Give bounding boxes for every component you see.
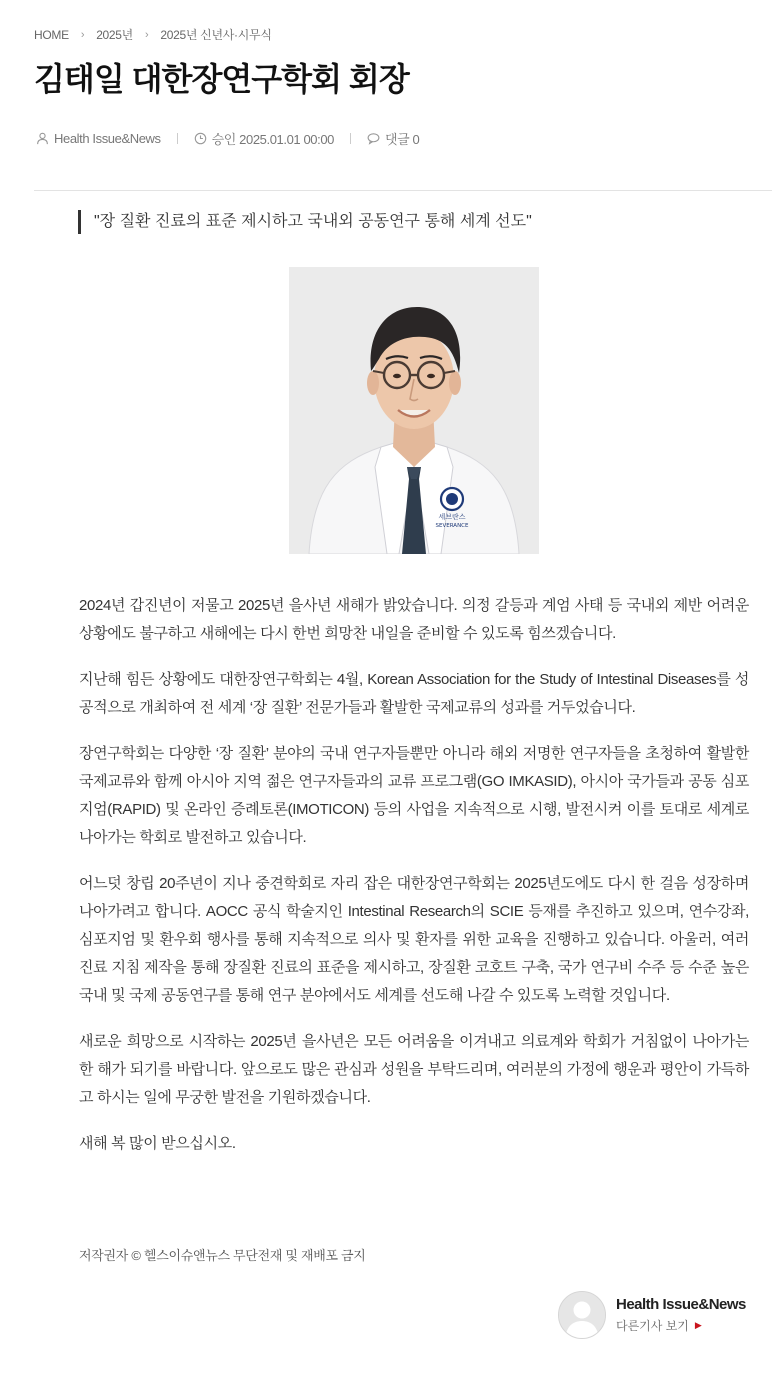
chevron-right-icon: › xyxy=(80,28,85,41)
author-name-meta[interactable]: Health Issue&News xyxy=(54,131,161,146)
portrait-illustration xyxy=(289,267,539,554)
article-photo xyxy=(289,267,539,554)
more-articles-link[interactable] xyxy=(616,1317,746,1334)
article-subtitle: "장 질환 진료의 표준 제시하고 국내외 공동연구 통해 세계 선도" xyxy=(78,210,532,234)
header-divider xyxy=(34,190,772,191)
breadcrumb-section[interactable]: 2025년 신년사·시무식 xyxy=(160,28,272,42)
date-meta xyxy=(194,129,334,148)
chevron-right-icon: › xyxy=(144,28,149,41)
user-avatar-icon xyxy=(559,1292,605,1338)
approved-date: 승인 2025.01.01 00:00 xyxy=(211,132,334,147)
article-meta xyxy=(36,129,419,148)
comments-meta[interactable] xyxy=(367,129,419,148)
badge-text-en: SEVERANCE xyxy=(435,523,469,529)
badge-text-ko: 세브란스 xyxy=(438,513,466,521)
author-box-name[interactable]: Health Issue&News xyxy=(616,1296,746,1313)
meta-divider xyxy=(177,133,178,144)
clock-icon xyxy=(194,132,207,145)
breadcrumb-year[interactable]: 2025년 xyxy=(96,28,133,42)
article-body xyxy=(79,592,749,1176)
article-title: 김태일 대한장연구학회 회장 xyxy=(34,61,409,97)
avatar[interactable] xyxy=(558,1291,606,1339)
body-paragraph: 지난해 힘든 상황에도 대한장연구학회는 4월, Korean Association for the Study of Intestinal Diseases를 성공적으로 개최하여 전 세계 ‘장 질환’ 전문가들과 활발한 국제교류의 성과를 거두었습니다. xyxy=(79,671,749,716)
author-meta xyxy=(36,131,161,146)
comments-count[interactable]: 댓글 0 xyxy=(384,132,420,147)
author-box xyxy=(558,1291,746,1339)
body-paragraph: 새로운 희망으로 시작하는 2025년 을사년은 모든 어려움을 이겨내고 의료계와 학회가 거침없이 나아가는 한 해가 되기를 바랍니다. 앞으로도 많은 관심과 성원을 부탁드리며, 여러분의 가정에 행운과 평안이 가득하고 하시는 일에 무궁한 발전을 기원하겠습니다. xyxy=(79,1033,749,1106)
arrow-right-icon: ▶ xyxy=(694,1320,702,1330)
body-paragraph: 새해 복 많이 받으십시오. xyxy=(79,1135,236,1152)
body-paragraph: 장연구학회는 다양한 ‘장 질환’ 분야의 국내 연구자들뿐만 아니라 해외 저명한 연구자들을 초청하여 활발한 국제교류와 함께 아시아 지역 젊은 연구자들과의 교류 프로그램(GO IMKASID), 아시아 국가들과 공동 심포지엄(RAPID) 및 온라인 증례토론(IMOTICON) 등의 사업을 지속적으로 시행, 발전시켜 이를 토대로 세계로 나아가는 학회로 발전하고 있습니다. xyxy=(79,745,749,846)
breadcrumb-home[interactable]: HOME xyxy=(34,27,69,42)
breadcrumb xyxy=(34,26,272,43)
meta-divider xyxy=(350,133,351,144)
more-articles-label[interactable]: 다른기사 보기 xyxy=(616,1319,689,1333)
user-icon xyxy=(36,132,49,145)
comment-icon xyxy=(367,132,380,145)
body-paragraph: 어느덧 창립 20주년이 지나 중견학회로 자리 잡은 대한장연구학회는 2025년도에도 다시 한 걸음 성장하며 나아가려고 합니다. AOCC 공식 학술지인 Intestinal Research의 SCIE 등재를 추진하고 있으며, 연수강좌, 심포지엄 및 환우회 행사를 통해 지속적으로 의사 및 환자를 위한 교육을 진행하고 있습니다. 아울러, 여러 진료 지침 제작을 통해 장질환 진료의 표준을 제시하고, 장질환 코호트 구축, 국가 연구비 수주 등 수준 높은 국내 및 국제 공동연구를 통해 연구 분야에서도 세계를 선도해 나갈 수 있도록 노력할 것입니다. xyxy=(79,875,749,1004)
body-paragraph: 2024년 갑진년이 저물고 2025년 을사년 새해가 밝았습니다. 의정 갈등과 계엄 사태 등 국내외 제반 어려운 상황에도 불구하고 새해에는 다시 한번 희망찬 내일을 준비할 수 있도록 힘쓰겠습니다. xyxy=(79,597,749,642)
copyright-notice: 저작권자 © 헬스이슈앤뉴스 무단전재 및 재배포 금지 xyxy=(79,1248,366,1263)
